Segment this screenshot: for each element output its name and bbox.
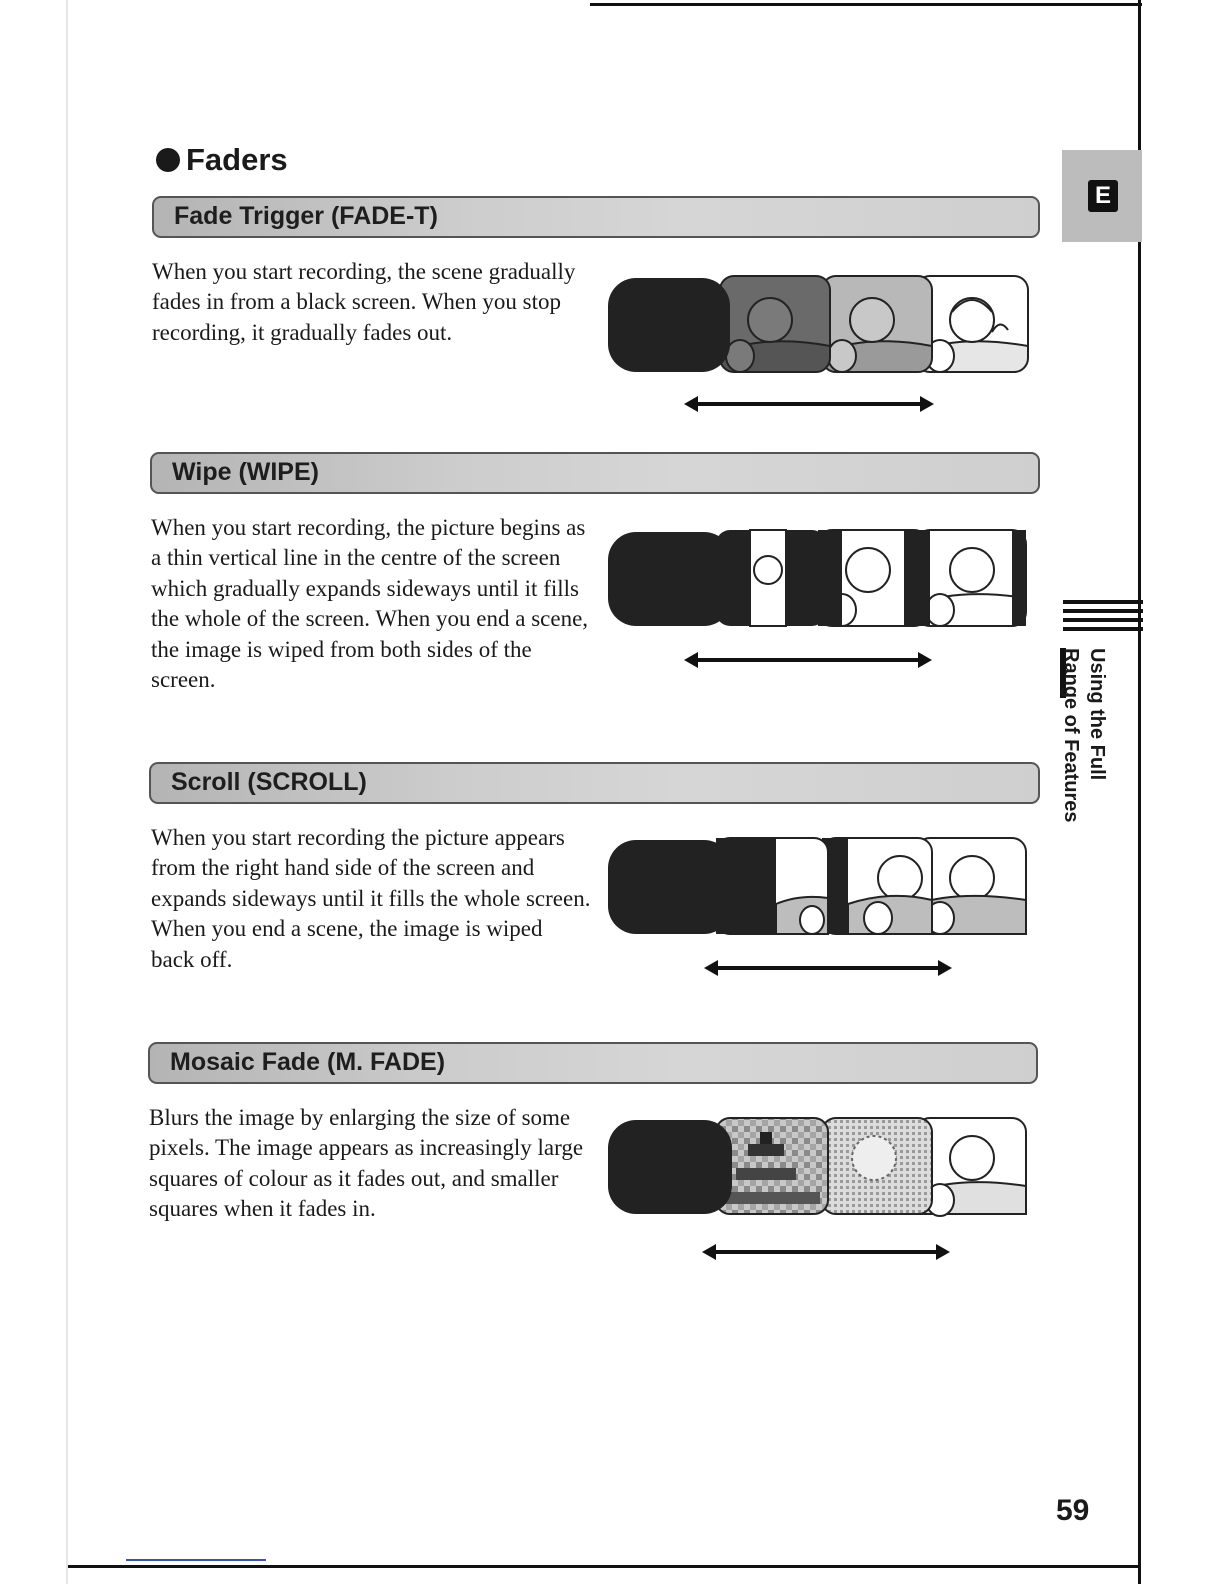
bottom-rule (68, 1565, 1140, 1568)
subsection-bar-mosaic-fade (148, 1042, 1038, 1084)
body-text-fade-trigger: When you start recording, the scene gradually fades in from a black screen. When you stop recording, it gradually fades out. (152, 259, 576, 345)
chapter-marker-lines (1063, 600, 1143, 636)
top-rule (590, 3, 1142, 6)
wipe-illustration (600, 526, 1040, 674)
subsection-bar-scroll (149, 762, 1040, 804)
subsection-bar-fade-trigger (152, 196, 1040, 238)
scroll-illustration (600, 834, 1040, 982)
chapter-label-line2: Range of Features (1060, 648, 1082, 823)
bottom-accent-rule (126, 1559, 266, 1561)
page-number: 59 (1056, 1494, 1090, 1527)
subsection-title: Scroll (SCROLL) (171, 768, 367, 796)
subsection-title: Wipe (WIPE) (172, 458, 319, 486)
fade-trigger-illustration (600, 272, 1040, 420)
section-heading (156, 142, 288, 178)
body-text-scroll: When you start recording the picture appears from the right hand side of the screen and expands sideways until it fills the whole screen. When you end a scene, the image is wiped back off. (151, 825, 591, 972)
left-page-edge (66, 0, 68, 1584)
subsection-title: Mosaic Fade (M. FADE) (170, 1048, 446, 1076)
body-text-wipe: When you start recording, the picture begins as a thin vertical line in the centre of the screen which gradually expands sideways until it fills the whole of the screen. When you end a scene, the image is wiped from both sides of the screen. (151, 515, 589, 693)
language-tab (1062, 150, 1142, 242)
subsection-bar-wipe (150, 452, 1040, 494)
body-text-mosaic-fade: Blurs the image by enlarging the size of some pixels. The image appears as increasingly large squares of colour as it fades out, and smaller squares when it fades in. (149, 1105, 584, 1222)
heading-text: Faders (186, 142, 288, 177)
bullet-icon (156, 148, 180, 172)
chapter-label-line1: Using the Full (1086, 648, 1108, 781)
language-tab-letter: E (1088, 180, 1118, 212)
subsection-title: Fade Trigger (FADE-T) (174, 202, 438, 230)
chapter-label (1058, 648, 1110, 822)
mosaic-fade-illustration (600, 1114, 1040, 1262)
